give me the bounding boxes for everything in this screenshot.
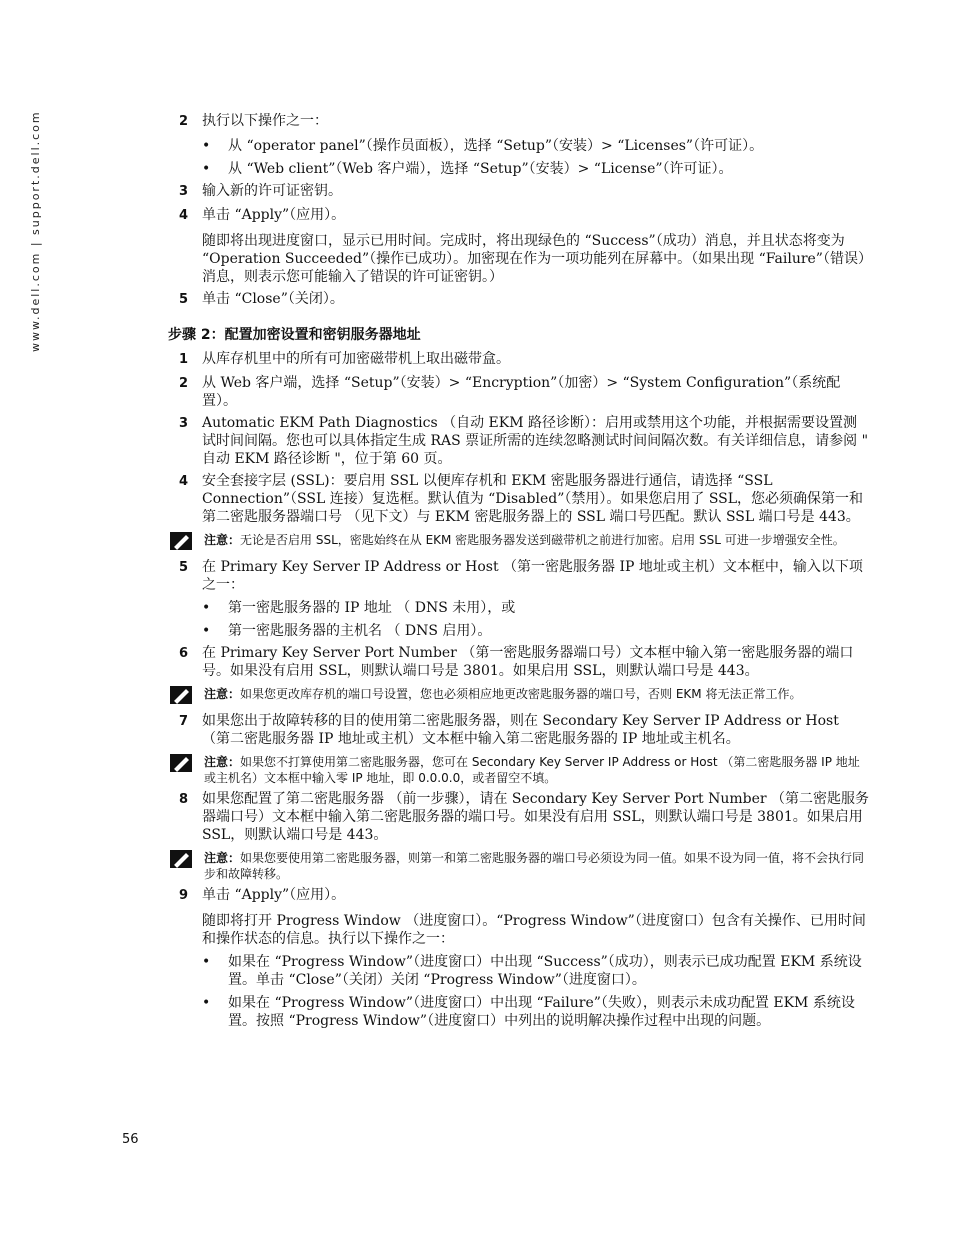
step-text: 单击 “Close”（关闭）。 — [202, 291, 344, 307]
list-item — [202, 160, 870, 178]
step-text: 执行以下操作之一： — [202, 113, 328, 129]
note-text: 如果您更改库存机的端口号设置，您也必须相应地更改密匙服务器的端口号，否则 EKM 将无法正常工作。 — [240, 687, 802, 701]
step-text: Automatic EKM Path Diagnostics （自动 EKM 路径诊断）：启用或禁用这个功能，并根据需要设置测试时间间隔。您也可以具体指定生成 RAS 票证所需的连续忽略测试时间间隔次数。有关详细信息，请参阅 " 自动 EKM 路径诊断 "，位于第 60 页。 — [202, 415, 869, 467]
step-number: 4 — [179, 208, 189, 223]
note-box — [170, 532, 870, 554]
list-item — [202, 953, 870, 989]
bullet-dot: • — [202, 600, 211, 616]
page-content — [170, 108, 870, 1030]
pencil-note-icon — [170, 754, 204, 786]
step-paragraph: 随即将出现进度窗口，显示已用时间。完成时，将出现绿色的 “Success”（成功）消息，并且状态将变为 “Operation Succeeded”（操作已成功）。加密现在作为一项功能列在屏幕中。（如果出现 “Failure”（错误）消息，则表示您可能输入了错误的许可证密钥。） — [202, 233, 865, 285]
step-number: 8 — [179, 792, 189, 807]
step-text: 单击 “Apply”（应用）。 — [202, 887, 346, 903]
step-number: 6 — [179, 646, 189, 661]
step-4 — [170, 206, 870, 226]
list-item — [202, 994, 870, 1030]
step-4 — [170, 472, 870, 526]
note-label: 注意： — [204, 687, 241, 701]
step-number: 3 — [179, 416, 189, 431]
pencil-note-icon — [170, 532, 204, 554]
section-heading: 步骤 2：配置加密设置和密钥服务器地址 — [168, 327, 421, 343]
bullet-list — [202, 599, 870, 640]
note-text: 如果您要使用第二密匙服务器，则第一和第二密匙服务器的端口号必须设为同一值。如果不设为同一值，将不会执行同步和故障转移。 — [204, 851, 865, 881]
step-3 — [170, 414, 870, 468]
bullet-dot: • — [202, 161, 211, 177]
step-text: 在 Primary Key Server IP Address or Host （第一密匙服务器 IP 地址或主机）文本框中，输入以下项之一： — [202, 559, 863, 593]
step-5 — [170, 558, 870, 594]
step-number: 5 — [179, 560, 189, 575]
step-text: 单击 “Apply”（应用）。 — [202, 207, 346, 223]
bullet-text: 从 “operator panel”（操作员面板），选择 “Setup”（安装）> “Licenses”（许可证）。 — [228, 138, 764, 154]
note-text: 如果您不打算使用第二密匙服务器，您可在 Secondary Key Server IP Address or Host （第二密匙服务器 IP 地址或主机名）文本框中输入零 IP 地址，即 0.0.0.0，或者留空不填。 — [204, 755, 860, 785]
step-number: 5 — [179, 292, 189, 307]
step-number: 3 — [179, 184, 189, 199]
step-2 — [170, 374, 870, 410]
page-number: 56 — [122, 1132, 139, 1147]
pencil-note-icon — [170, 686, 204, 708]
bullet-text: 第一密匙服务器的 IP 地址 （ DNS 未用），或 — [228, 600, 516, 616]
step-paragraph: 随即将打开 Progress Window （进度窗口）。“Progress Window”（进度窗口）包含有关操作、已用时间和操作状态的信息。执行以下操作之一： — [202, 913, 866, 947]
step-text: 输入新的许可证密钥。 — [202, 183, 342, 199]
step-text: 如果您出于故障转移的目的使用第二密匙服务器，则在 Secondary Key Server IP Address or Host （第二密匙服务器 IP 地址或主机）文本框中输入第二密匙服务器的 IP 地址或主机名。 — [202, 713, 839, 747]
pencil-note-icon — [170, 850, 204, 882]
bullet-dot: • — [202, 995, 211, 1011]
step-number: 1 — [179, 352, 189, 367]
step-3 — [170, 182, 870, 202]
bullet-dot: • — [202, 138, 211, 154]
bullet-text: 第一密匙服务器的主机名 （ DNS 启用）。 — [228, 623, 492, 639]
step-5 — [170, 290, 870, 310]
bullet-list — [202, 137, 870, 178]
step-text: 安全套接字层 (SSL)：要启用 SSL 以便库存机和 EKM 密匙服务器进行通信，请选择 “SSL Connection”（SSL 连接）复选框。默认值为 “Disabled”（禁用）。如果您启用了 SSL，您必须确保第一和第二密匙服务器端口号 （见下文）与 EKM 密匙服务器上的 SSL 端口号匹配。默认 SSL 端口号是 443。 — [202, 473, 864, 525]
step-7 — [170, 712, 870, 748]
step-text: 从库存机里中的所有可加密磁带机上取出磁带盒。 — [202, 351, 510, 367]
step-number: 2 — [179, 376, 189, 391]
bullet-text: 如果在 “Progress Window”（进度窗口）中出现 “Failure”（失败），则表示未成功配置 EKM 系统设置。按照 “Progress Window”（进度窗口）中列出的说明解决操作过程中出现的问题。 — [228, 995, 855, 1029]
note-box — [170, 686, 870, 708]
note-box — [170, 850, 870, 882]
bullet-list — [202, 953, 870, 1030]
step-number: 2 — [179, 114, 189, 129]
note-label: 注意： — [204, 755, 241, 769]
bullet-dot: • — [202, 623, 211, 639]
step-1 — [170, 350, 870, 370]
step-number: 4 — [179, 474, 189, 489]
note-label: 注意： — [204, 533, 241, 547]
side-url: www.dell.com | support.dell.com — [29, 110, 42, 352]
note-box — [170, 754, 870, 786]
step-2 — [170, 112, 870, 132]
list-item — [202, 622, 870, 640]
step-text: 从 Web 客户端，选择 “Setup”（安装）> “Encryption”（加密）> “System Configuration”（系统配置）。 — [202, 375, 841, 409]
bullet-text: 如果在 “Progress Window”（进度窗口）中出现 “Success”（成功），则表示已成功配置 EKM 系统设置。单击 “Close”（关闭）关闭 “Progress Window”（进度窗口）。 — [228, 954, 862, 988]
bullet-text: 从 “Web client”（Web 客户端），选择 “Setup”（安装）> “License”（许可证）。 — [228, 161, 733, 177]
step-text: 如果您配置了第二密匙服务器 （前一步骤），请在 Secondary Key Server Port Number （第二密匙服务器端口号）文本框中输入第二密匙服务器的端口号。如果没有启用 SSL，则默认端口号是 3801。如果启用 SSL，则默认端口号是 443。 — [202, 791, 870, 843]
step-9 — [170, 886, 870, 906]
step-number: 9 — [179, 888, 189, 903]
step-number: 7 — [179, 714, 189, 729]
list-item — [202, 137, 870, 155]
note-text: 无论是否启用 SSL，密匙始终在从 EKM 密匙服务器发送到磁带机之前进行加密。启用 SSL 可进一步增强安全性。 — [240, 533, 845, 547]
note-label: 注意： — [204, 851, 241, 865]
step-6 — [170, 644, 870, 680]
step-text: 在 Primary Key Server Port Number （第一密匙服务器端口号）文本框中输入第一密匙服务器的端口号。如果没有启用 SSL，则默认端口号是 3801。如果启用 SSL，则默认端口号是 443。 — [202, 645, 854, 679]
list-item — [202, 599, 870, 617]
step-8 — [170, 790, 870, 844]
bullet-dot: • — [202, 954, 211, 970]
